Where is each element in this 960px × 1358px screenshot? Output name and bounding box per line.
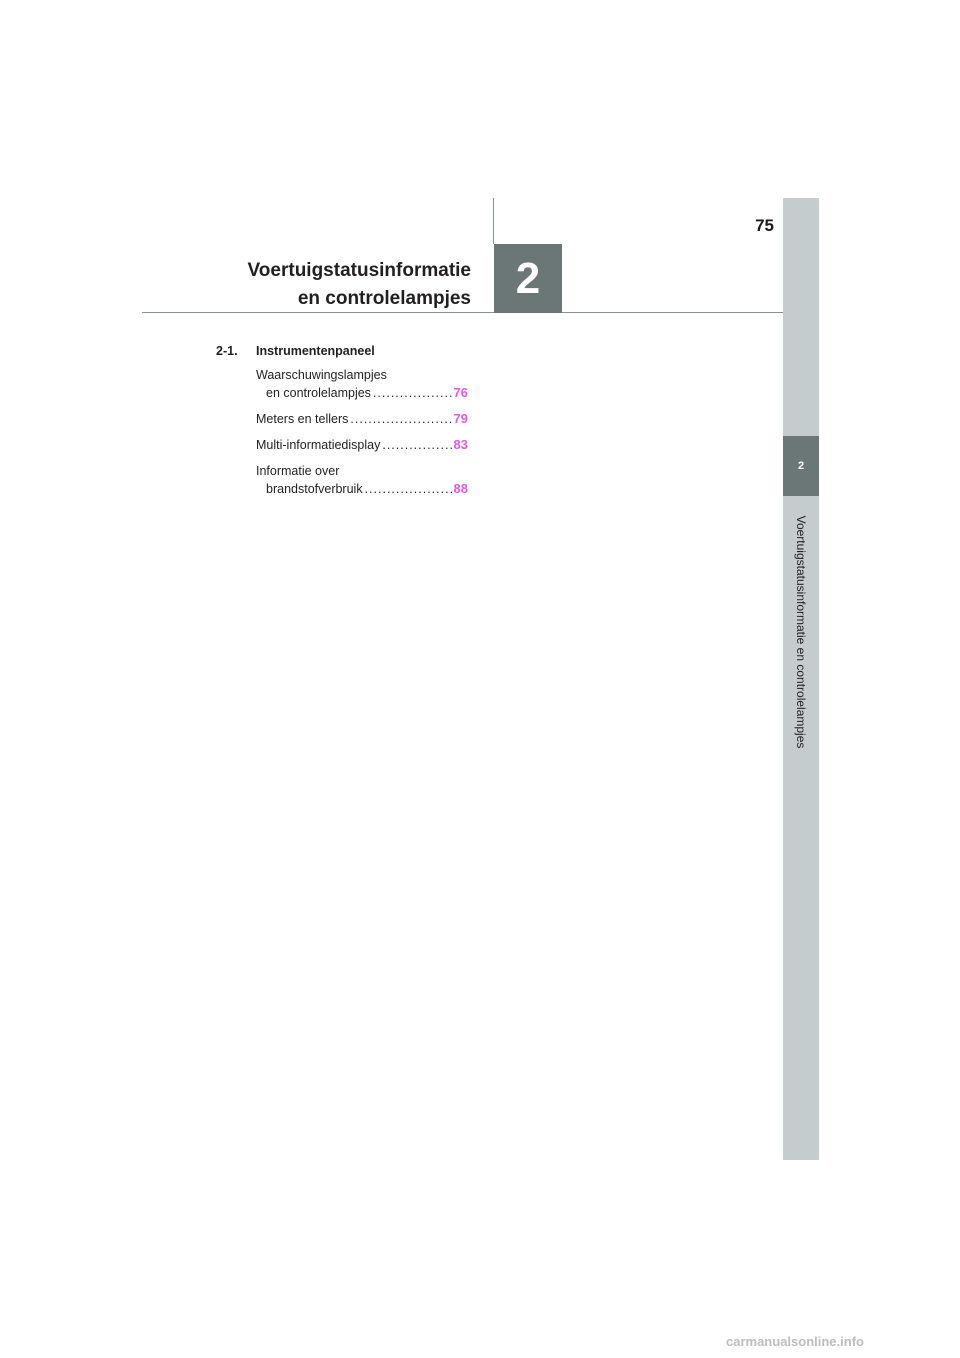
- toc-section-title: Instrumentenpaneel: [256, 344, 375, 358]
- watermark: carmanualsonline.info: [726, 1334, 864, 1349]
- toc-entry-text: brandstofverbruik: [266, 482, 363, 496]
- toc-entry-text: Waarschuwingslampjes: [256, 368, 387, 382]
- toc-page-link[interactable]: 79: [453, 411, 468, 426]
- toc-section-number: 2-1.: [216, 344, 238, 358]
- toc-section-heading: [216, 344, 468, 358]
- toc-leader-dots: [373, 384, 452, 402]
- chapter-number-box: 2: [494, 244, 562, 313]
- toc-leader-dots: [350, 410, 451, 428]
- toc-page-link[interactable]: 88: [453, 481, 468, 496]
- toc-leader-dots: [382, 436, 451, 454]
- chapter-title-line1: Voertuigstatusinformatie: [247, 260, 471, 281]
- header-divider-vertical: [493, 198, 494, 244]
- chapter-title: [248, 257, 471, 313]
- toc-entry-text: Multi-informatiedisplay: [256, 438, 381, 452]
- table-of-contents: [216, 344, 468, 506]
- toc-entry-meters[interactable]: [256, 410, 468, 428]
- chapter-title-line2: en controlelampjes: [297, 288, 471, 309]
- toc-leader-dots: [365, 480, 452, 498]
- toc-entry-fuel-consumption[interactable]: [256, 462, 468, 498]
- toc-entry-text: en controlelampjes: [266, 386, 371, 400]
- side-chapter-tab[interactable]: 2: [783, 436, 819, 496]
- page-number: 75: [755, 216, 774, 235]
- toc-entry-multi-display[interactable]: [256, 436, 468, 454]
- toc-page-link[interactable]: 76: [453, 385, 468, 400]
- toc-entry-text: Informatie over: [256, 464, 340, 478]
- toc-entry-text: Meters en tellers: [256, 412, 349, 426]
- side-chapter-label: Voertuigstatusinformatie en controlelampjes: [794, 515, 808, 749]
- toc-page-link[interactable]: 83: [453, 437, 468, 452]
- toc-entry-warning-lights[interactable]: [256, 366, 468, 402]
